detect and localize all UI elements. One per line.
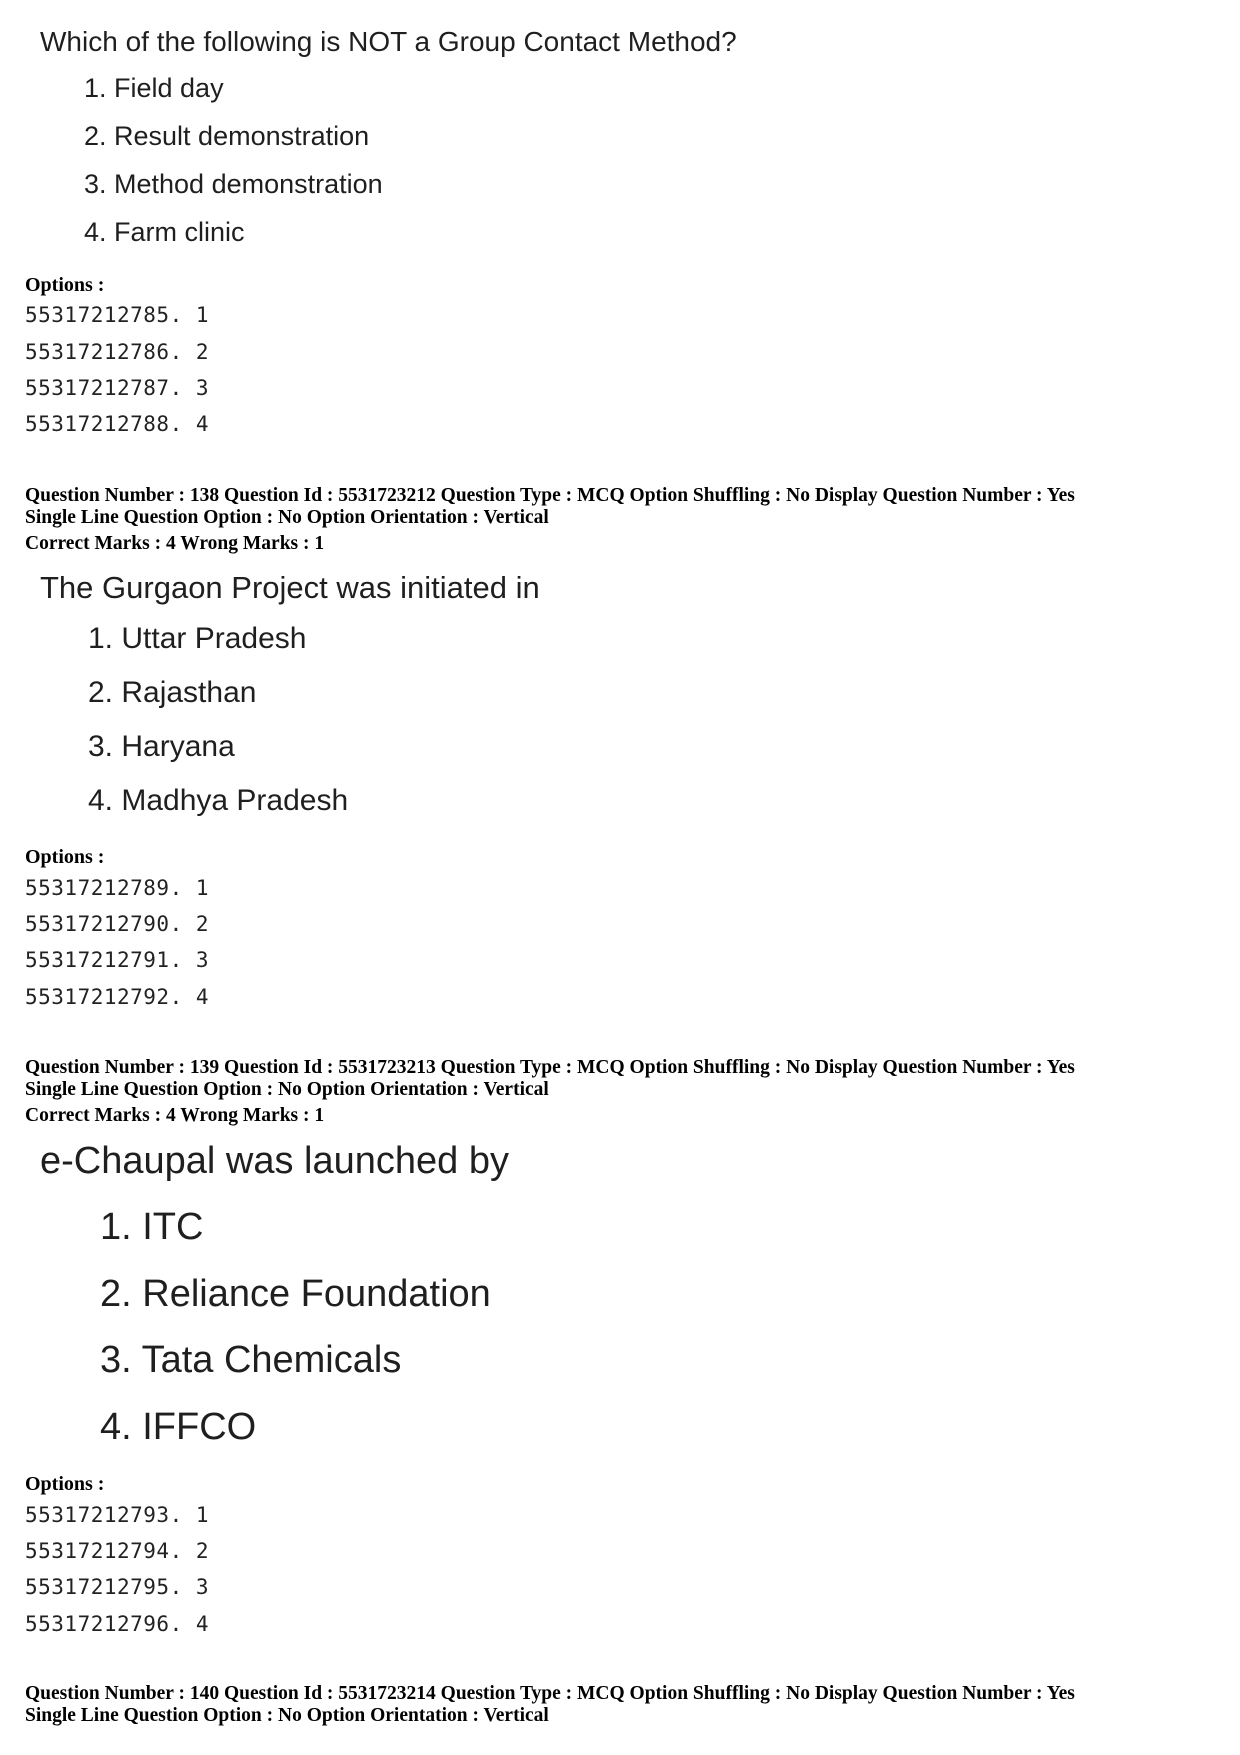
meta-line-1: Question Number : 139 Question Id : 5531723213 Question Type : MCQ Option Shuffling : No Display Question Number : Yes [25, 1057, 1075, 1078]
options-label: Options : [25, 1473, 105, 1495]
choice-4: 4. Farm clinic [84, 217, 245, 247]
option-id-2: 55317212786. 2 [25, 340, 210, 364]
choice-3: 3. Haryana [88, 730, 235, 763]
marks-line: Correct Marks : 4 Wrong Marks : 1 [25, 533, 325, 554]
option-id-4: 55317212792. 4 [25, 985, 210, 1009]
option-id-3: 55317212787. 3 [25, 376, 210, 400]
option-id-4: 55317212788. 4 [25, 412, 210, 436]
options-label: Options : [25, 846, 105, 868]
question-138-image [40, 560, 800, 820]
meta-line-2: Single Line Question Option : No Option Orientation : Vertical [25, 1705, 549, 1726]
choice-4: 4. IFFCO [100, 1406, 257, 1448]
marks-line: Correct Marks : 4 Wrong Marks : 1 [25, 1105, 325, 1126]
choice-2: 2. Result demonstration [84, 121, 370, 151]
choice-1: 1. Field day [84, 73, 224, 103]
option-id-3: 55317212791. 3 [25, 948, 210, 972]
option-id-2: 55317212794. 2 [25, 1539, 210, 1563]
question-text: The Gurgaon Project was initiated in [40, 570, 540, 605]
question-139-image [40, 1130, 800, 1460]
question-140-meta [25, 1683, 1075, 1727]
meta-line-1: Question Number : 140 Question Id : 5531723214 Question Type : MCQ Option Shuffling : No Display Question Number : Yes [25, 1683, 1075, 1704]
question-text: e-Chaupal was launched by [40, 1140, 509, 1182]
options-label: Options : [25, 274, 105, 296]
question-137-image [40, 0, 800, 260]
question-138-meta [25, 485, 1075, 529]
choice-2: 2. Reliance Foundation [100, 1273, 491, 1315]
question-text: Which of the following is NOT a Group Contact Method? [40, 26, 737, 57]
choice-4: 4. Madhya Pradesh [88, 784, 349, 817]
meta-line-1: Question Number : 138 Question Id : 5531723212 Question Type : MCQ Option Shuffling : No Display Question Number : Yes [25, 485, 1075, 506]
option-id-3: 55317212795. 3 [25, 1575, 210, 1599]
option-id-1: 55317212789. 1 [25, 876, 210, 900]
option-id-1: 55317212785. 1 [25, 303, 210, 327]
option-id-2: 55317212790. 2 [25, 912, 210, 936]
option-id-1: 55317212793. 1 [25, 1503, 210, 1527]
choice-1: 1. Uttar Pradesh [88, 622, 307, 655]
meta-line-2: Single Line Question Option : No Option Orientation : Vertical [25, 507, 549, 528]
meta-line-2: Single Line Question Option : No Option Orientation : Vertical [25, 1079, 549, 1100]
choice-3: 3. Method demonstration [84, 169, 383, 199]
choice-3: 3. Tata Chemicals [100, 1339, 402, 1381]
option-id-4: 55317212796. 4 [25, 1612, 210, 1636]
question-139-meta [25, 1057, 1075, 1101]
choice-1: 1. ITC [100, 1206, 204, 1248]
choice-2: 2. Rajasthan [88, 676, 257, 709]
